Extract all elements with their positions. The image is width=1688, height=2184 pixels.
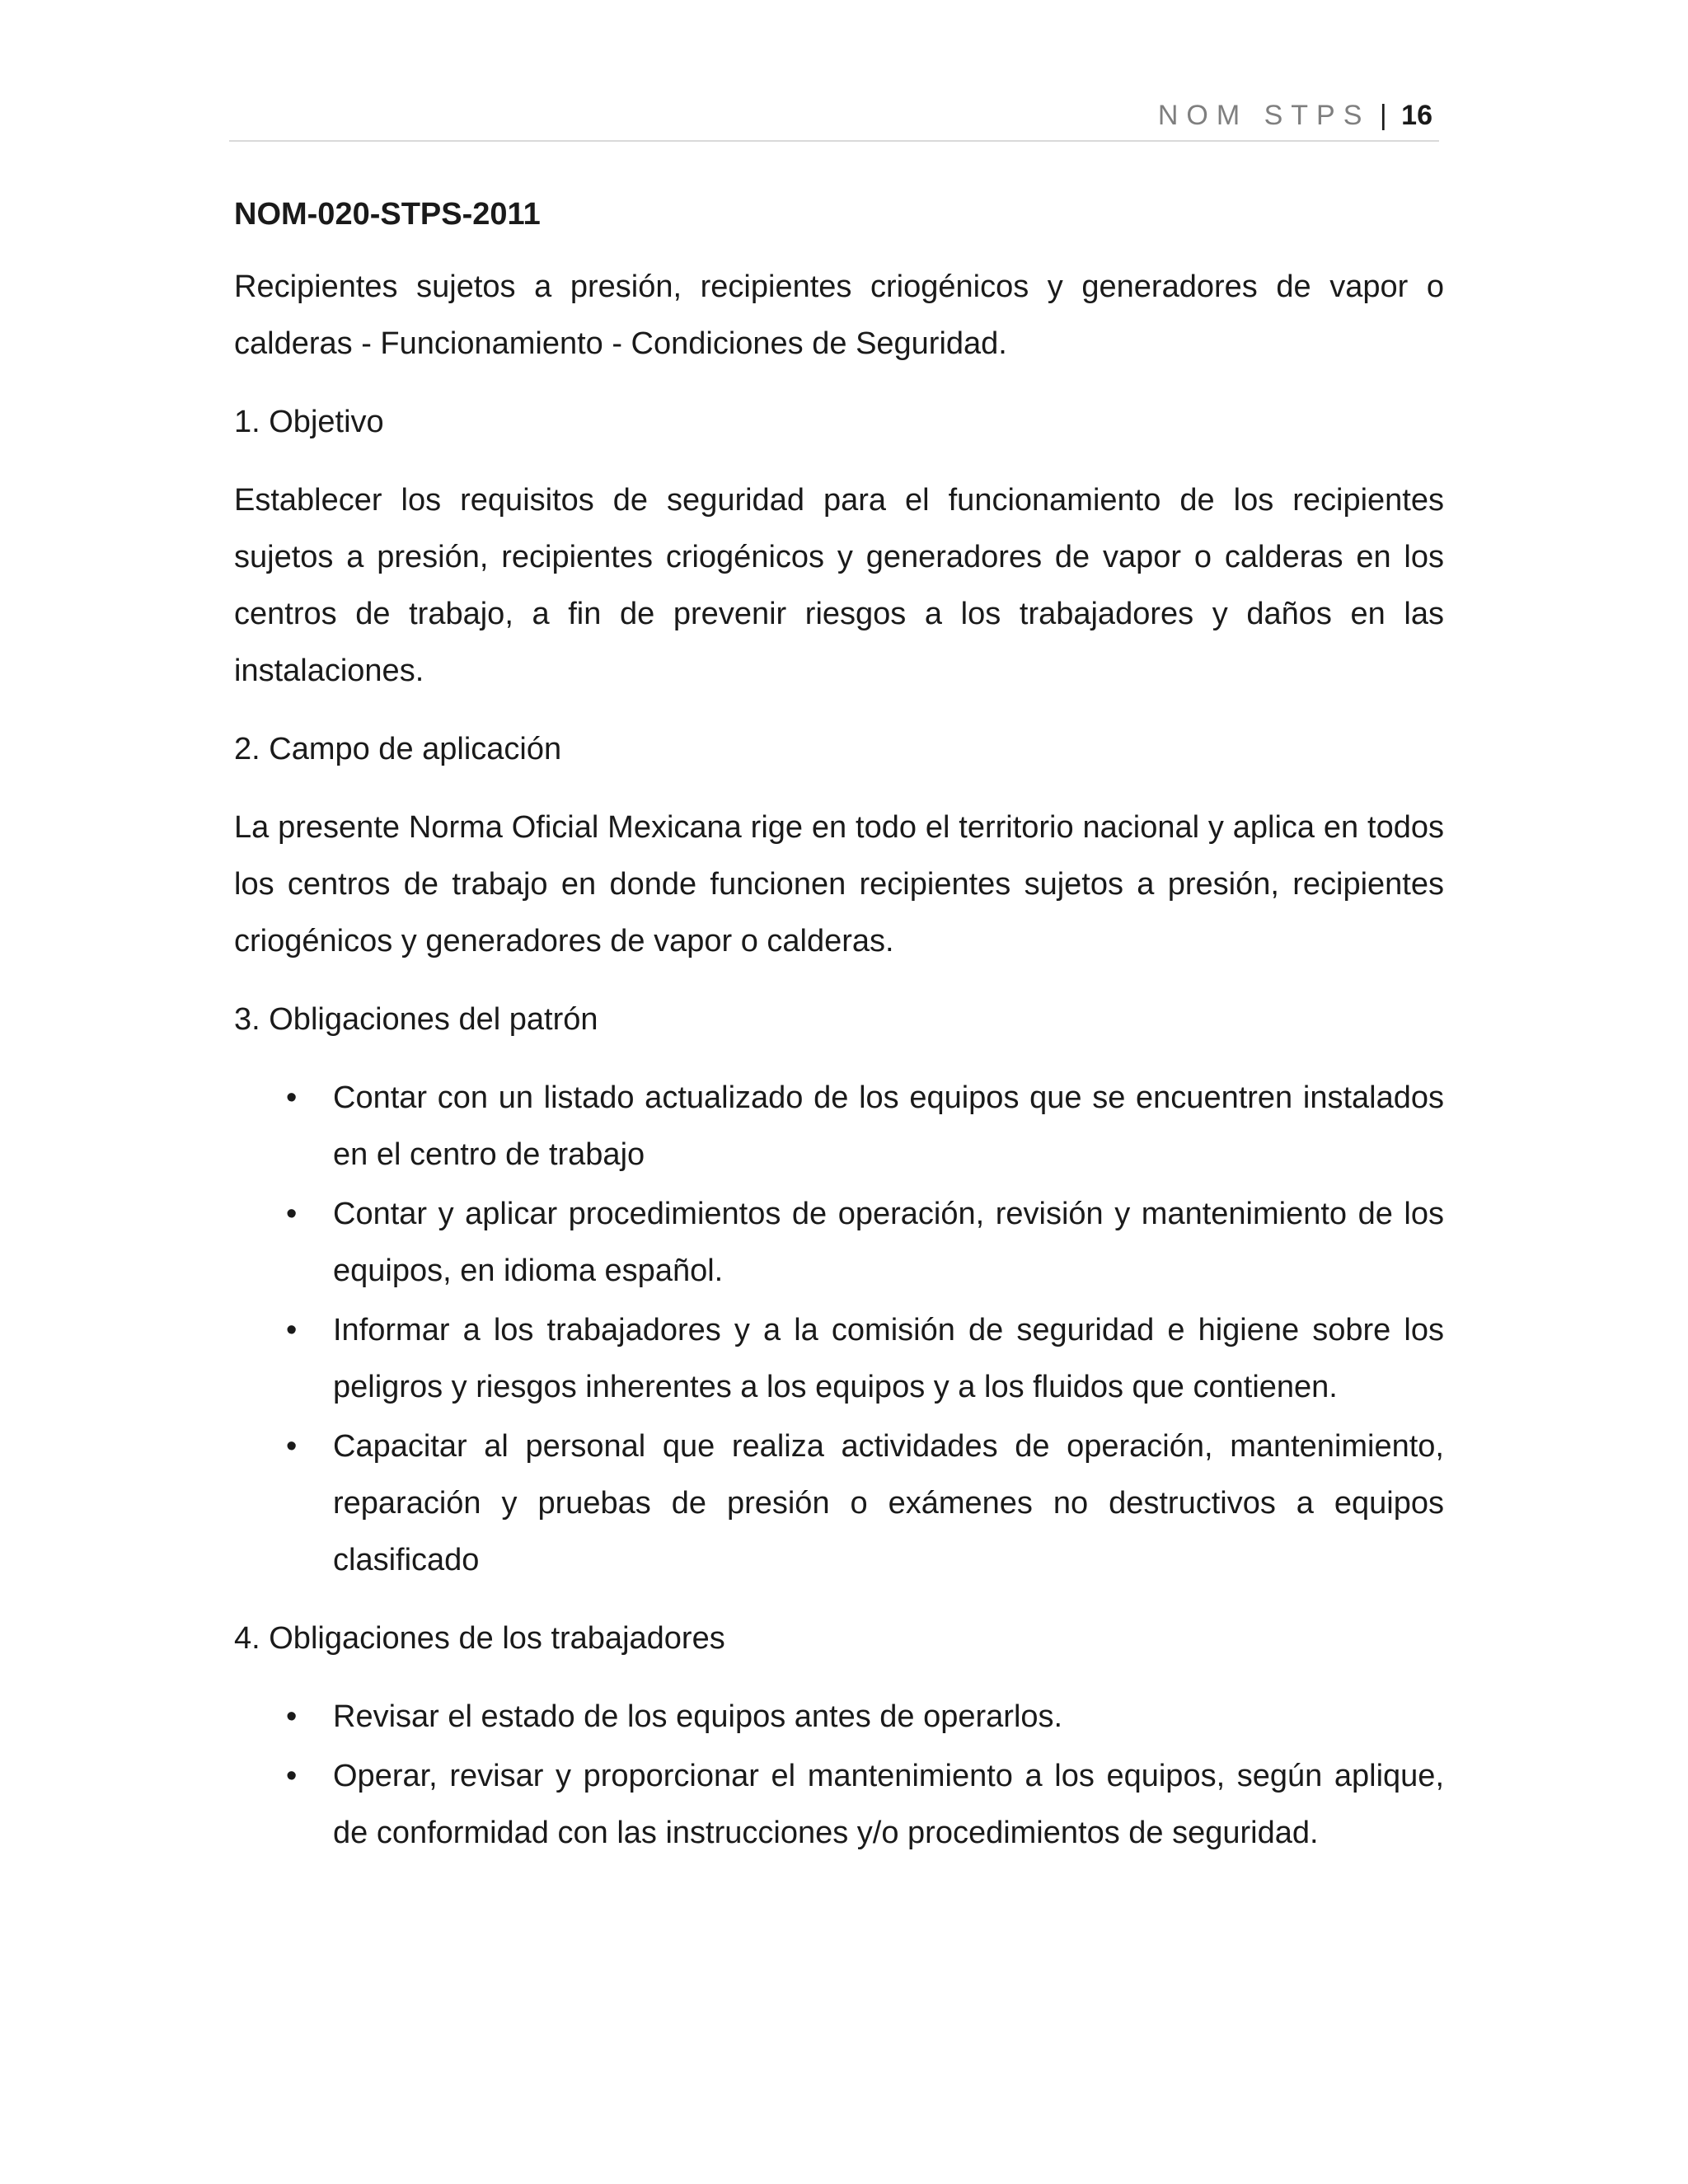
section-heading-obligaciones-patron: 3. Obligaciones del patrón <box>234 1002 598 1037</box>
page-header <box>229 97 1439 142</box>
bullet-icon: • <box>286 1429 298 1464</box>
list-item <box>234 1748 1444 1862</box>
list-item-text: Revisar el estado de los equipos antes de operarlos. <box>333 1699 1063 1734</box>
header-label: NOM STPS <box>1157 100 1371 131</box>
list-item <box>234 1418 1444 1589</box>
bullet-list-obligaciones-trabajadores <box>234 1689 1444 1862</box>
list-item-text: Capacitar al personal que realiza actividades de operación, mantenimiento, reparación y pruebas de presión o exámenes no destructivos a equipos clasificado <box>333 1429 1444 1577</box>
section-paragraph-campo-aplicacion: La presente Norma Oficial Mexicana rige en todo el territorio nacional y aplica en todos los centros de trabajo en donde funcionen recipientes sujetos a presión, recipientes criogénicos y generadores de vapor o calderas. <box>234 810 1444 958</box>
section-paragraph-objetivo: Establecer los requisitos de seguridad para el funcionamiento de los recipientes sujetos a presión, recipientes criogénicos y generadores de vapor o calderas en los centros de trabajo, a fin de prevenir riesgos a los trabajadores y daños en las instalaciones. <box>234 483 1444 688</box>
header-separator: | <box>1379 100 1387 131</box>
bullet-icon: • <box>286 1197 298 1231</box>
list-item <box>234 1186 1444 1300</box>
bullet-icon: • <box>286 1759 298 1793</box>
list-item <box>234 1070 1444 1183</box>
list-item <box>234 1302 1444 1416</box>
list-item-text: Operar, revisar y proporcionar el mantenimiento a los equipos, según aplique, de conformidad con las instrucciones y/o procedimientos de seguridad. <box>333 1759 1444 1850</box>
list-item-text: Contar con un listado actualizado de los equipos que se encuentren instalados en el centro de trabajo <box>333 1080 1444 1172</box>
bullet-icon: • <box>286 1699 298 1734</box>
section-heading-obligaciones-trabajadores: 4. Obligaciones de los trabajadores <box>234 1621 725 1656</box>
bullet-icon: • <box>286 1313 298 1347</box>
section-heading-objetivo: 1. Objetivo <box>234 405 384 439</box>
header-text <box>1158 97 1432 134</box>
document-body <box>234 190 1444 1883</box>
list-item-text: Contar y aplicar procedimientos de operación, revisión y mantenimiento de los equipos, en idioma español. <box>333 1197 1444 1288</box>
list-item-text: Informar a los trabajadores y a la comisión de seguridad e higiene sobre los peligros y riesgos inherentes a los equipos y a los fluidos que contienen. <box>333 1313 1444 1404</box>
document-title: NOM-020-STPS-2011 <box>234 197 541 232</box>
page-number: 16 <box>1401 100 1432 131</box>
bullet-list-obligaciones-patron <box>234 1070 1444 1589</box>
bullet-icon: • <box>286 1080 298 1115</box>
section-heading-campo-aplicacion: 2. Campo de aplicación <box>234 732 562 766</box>
document-intro: Recipientes sujetos a presión, recipientes criogénicos y generadores de vapor o calderas - Funcionamiento - Condiciones de Seguridad. <box>234 269 1444 361</box>
list-item <box>234 1689 1444 1746</box>
